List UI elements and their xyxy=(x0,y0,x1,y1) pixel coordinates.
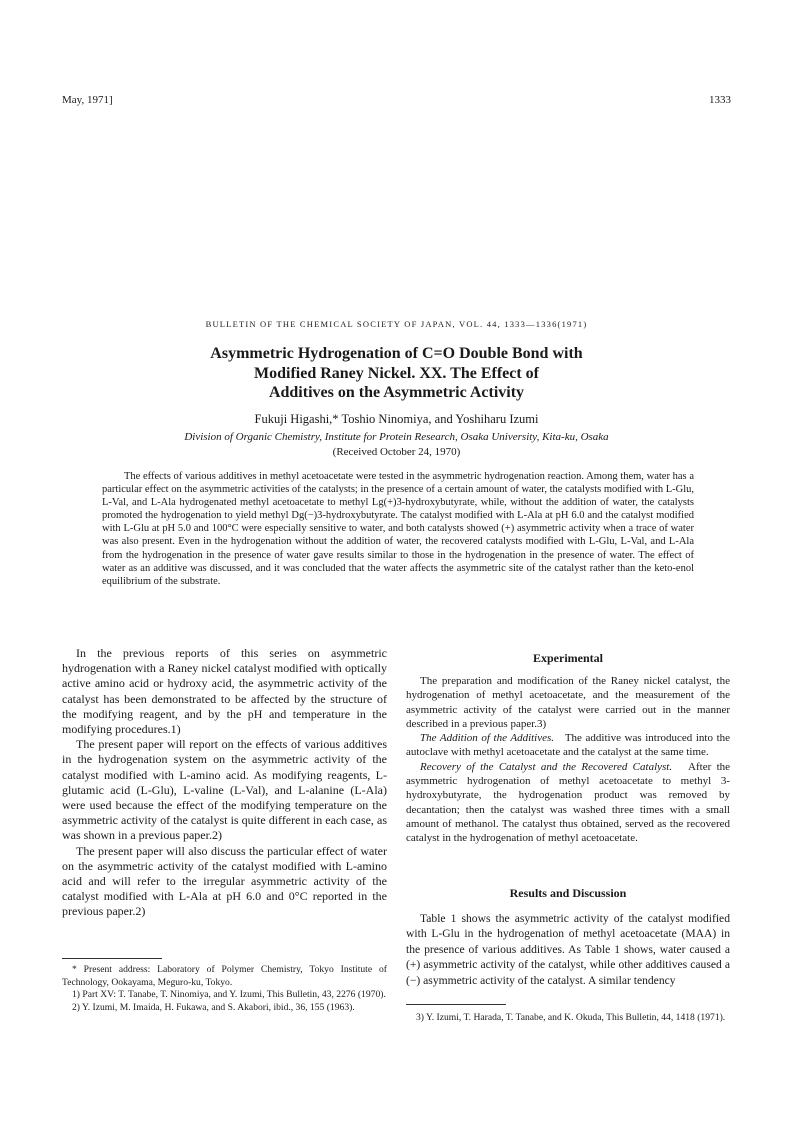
experimental-section xyxy=(406,674,730,846)
recovery-body: After the asymmetric hydrogenation of methyl acetoacetate to methyl 3-hydroxybutyrate, the hydrogenation product was removed by decantation; then the catalyst was washed three times with a small amount of methanol. The catalyst thus obtained, served as the recovered catalyst in the hydrogenation of methyl acetoacetate. xyxy=(406,760,731,845)
intro-paragraph-3: The present paper will also discuss the particular effect of water on the asymmetric activity of the catalyst modified with L-amino acid and will refer to the irregular asymmetric activity of the catalyst modified with L-Ala at pH 6.0 and 0°C reported in the previous paper.2) xyxy=(62,843,387,919)
recovery-run-in-title: Recovery of the Catalyst and the Recovered Catalyst. xyxy=(420,760,673,773)
footnote-divider-right xyxy=(406,1004,506,1005)
results-heading: Results and Discussion xyxy=(509,886,627,900)
right-footnotes xyxy=(406,1012,730,1025)
left-footnotes xyxy=(62,964,387,1014)
experimental-heading: Experimental xyxy=(533,651,603,665)
footnote-1: 1) Part XV: T. Tanabe, T. Ninomiya, and Y. Izumi, This Bulletin, 43, 2276 (1970). xyxy=(72,989,386,1001)
footnote-3: 3) Y. Izumi, T. Harada, T. Tanabe, and K. Okuda, This Bulletin, 44, 1418 (1971). xyxy=(416,1012,726,1023)
paper-title xyxy=(100,344,693,403)
results-paragraph-1: Table 1 shows the asymmetric activity of the catalyst modified with L-Glu in the hydrogenation of methyl acetoacetate (MAA) in the presence of various additives. As Table 1 shows, water caused a (+) asymmetric activity of the catalyst, while other additives caused a (−) asymmetric activity of the catalyst. A similar tendency xyxy=(406,912,730,987)
abstract-text: The effects of various additives in methyl acetoacetate were tested in the asymmetric hydrogenation reaction. Among them, water has a particular effect on the asymmetric activities of the catalysts; in the presence of a certain amount of water, the catalysts modified with L-Glu, L-Val, and L-Ala hydrogenated methyl acetoacetate to methyl Lg(+)3-hydroxybutyrate, while, without the addition of water, the catalysts promoted the hydrogenation to yield methyl Dg(−)3-hydroxybutyrate. The catalyst modified with L-Ala at pH 6.0 and the catalyst modified with L-Glu at pH 5.0 and 100°C were especially sensitive to water, and both catalysts showed (+) asymmetric activity when a trace of water was also present. Even in the hydrogenation without the addition of water, the recovered catalysts modified with L-Glu, L-Val, and L-Ala from the hydrogenation in the presence of water gave results similar to those in the hydrogenation in the presence of water. The effect of water as an additive was discussed, and it was concluded that the water affects the asymmetric site of the catalyst rather than the keto-enol equilibrium of the substrate. xyxy=(102,471,694,587)
experimental-paragraph-1: The preparation and modification of the Raney nickel catalyst, the hydrogenation of methyl acetoacetate, and the measurement of the asymmetric activity of the catalyst were carried out in the manner described in a previous paper.3) xyxy=(406,675,730,730)
intro-paragraph-2: The present paper will report on the effects of various additives in the hydrogenation system on the asymmetric activity of the catalyst modified with L-amino acid. As modifying reagents, L-glutamic acid (L-Glu), L-valine (L-Val), and L-alanine (L-Ala) were used because the effect of the modifying temperature on the asymmetric activity of the catalyst is quite different in each case, as was shown in a previous paper.2) xyxy=(62,737,387,843)
author-list: Fukuji Higashi,* Toshio Ninomiya, and Yoshiharu Izumi xyxy=(254,412,539,426)
affiliation: Division of Organic Chemistry, Institute for Protein Research, Osaka University, Kita-ku, Osaka xyxy=(184,431,609,443)
title-line-2: Modified Raney Nickel. XX. The Effect of xyxy=(254,364,539,382)
title-line-1: Asymmetric Hydrogenation of C=O Double Bond with xyxy=(210,345,583,362)
footnote-divider xyxy=(62,958,162,959)
title-line-3: Additives on the Asymmetric Activity xyxy=(268,384,525,401)
experimental-paragraph-2 xyxy=(406,731,730,760)
abstract xyxy=(102,470,694,588)
journal-citation: BULLETIN OF THE CHEMICAL SOCIETY OF JAPAN, VOL. 44, 1333—1336(1971) xyxy=(205,319,588,329)
experimental-paragraph-3 xyxy=(406,760,730,846)
intro-section xyxy=(62,646,387,920)
running-header-date: May, 1971] xyxy=(62,94,113,106)
footnote-2: 2) Y. Izumi, M. Imaida, H. Fukawa, and S. Akabori, ibid., 36, 155 (1963). xyxy=(72,1001,355,1013)
footnote-star: * Present address: Laboratory of Polymer Chemistry, Tokyo Institute of Technology, Ookayama, Meguro-ku, Tokyo. xyxy=(62,964,387,988)
intro-paragraph-1: In the previous reports of this series on asymmetric hydrogenation with a Raney nickel catalyst modified with optically active amino acid or hydroxy acid, the asymmetric activity of the catalyst has been demonstrated to be affected by the structure of the modifying reagent, and by the pH and temperature in the modifying procedures.1) xyxy=(62,646,387,737)
results-section xyxy=(406,911,730,988)
additives-body: The additive was introduced into the autoclave with methyl acetoacetate and the catalyst at the same time. xyxy=(406,732,731,759)
received-date: (Received October 24, 1970) xyxy=(332,446,461,458)
page-number: 1333 xyxy=(709,94,731,106)
additives-run-in-title: The Addition of the Additives. xyxy=(420,732,555,745)
